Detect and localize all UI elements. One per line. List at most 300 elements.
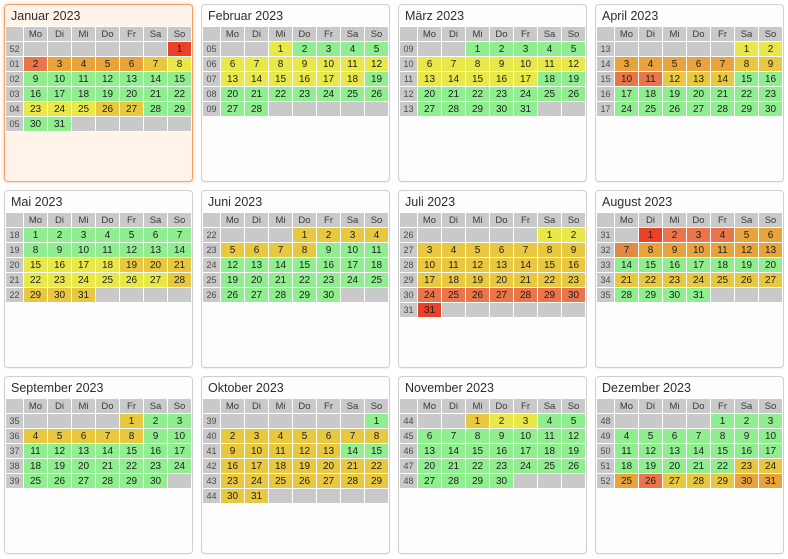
day-cell[interactable]: 1 [538,228,562,243]
day-cell[interactable]: 17 [341,258,365,273]
day-cell[interactable]: 19 [120,258,144,273]
day-cell[interactable]: 24 [341,273,365,288]
day-cell[interactable]: 11 [269,444,293,459]
day-cell[interactable]: 12 [466,258,490,273]
day-cell[interactable]: 11 [639,72,663,87]
day-cell[interactable]: 19 [639,459,663,474]
day-cell[interactable]: 13 [418,444,442,459]
day-cell[interactable]: 9 [24,72,48,87]
day-cell[interactable]: 26 [96,102,120,117]
day-cell[interactable]: 18 [72,87,96,102]
day-cell[interactable]: 26 [735,273,759,288]
day-cell[interactable]: 26 [562,87,586,102]
day-cell[interactable]: 3 [418,243,442,258]
day-cell[interactable]: 31 [48,117,72,132]
day-cell[interactable]: 9 [663,243,687,258]
day-cell[interactable]: 25 [96,273,120,288]
day-cell[interactable]: 20 [687,87,711,102]
day-cell[interactable]: 6 [663,429,687,444]
day-cell[interactable]: 8 [269,57,293,72]
day-cell[interactable]: 11 [615,444,639,459]
day-cell[interactable]: 5 [663,57,687,72]
day-cell[interactable]: 15 [120,444,144,459]
day-cell[interactable]: 7 [615,243,639,258]
day-cell[interactable]: 27 [687,102,711,117]
day-cell[interactable]: 28 [168,273,192,288]
day-cell[interactable]: 21 [442,459,466,474]
day-cell[interactable]: 4 [365,228,389,243]
day-cell[interactable]: 29 [120,474,144,489]
day-cell[interactable]: 24 [759,459,783,474]
day-cell[interactable]: 4 [538,42,562,57]
day-cell[interactable]: 20 [418,459,442,474]
day-cell[interactable]: 11 [96,243,120,258]
day-cell[interactable]: 25 [538,87,562,102]
day-cell[interactable]: 30 [490,474,514,489]
day-cell[interactable]: 10 [245,444,269,459]
day-cell[interactable]: 25 [711,273,735,288]
day-cell[interactable]: 19 [96,87,120,102]
day-cell[interactable]: 2 [144,414,168,429]
day-cell[interactable]: 7 [269,243,293,258]
day-cell[interactable]: 2 [293,42,317,57]
day-cell[interactable]: 20 [245,273,269,288]
day-cell[interactable]: 28 [687,474,711,489]
day-cell[interactable]: 7 [245,57,269,72]
day-cell[interactable]: 3 [168,414,192,429]
day-cell[interactable]: 18 [711,258,735,273]
day-cell[interactable]: 16 [735,444,759,459]
day-cell[interactable]: 1 [639,228,663,243]
day-cell[interactable]: 1 [293,228,317,243]
day-cell[interactable]: 10 [687,243,711,258]
day-cell[interactable]: 2 [221,429,245,444]
day-cell[interactable]: 15 [466,444,490,459]
day-cell[interactable]: 15 [735,72,759,87]
day-cell[interactable]: 17 [48,87,72,102]
day-cell[interactable]: 18 [442,273,466,288]
day-cell[interactable]: 8 [639,243,663,258]
day-cell[interactable]: 24 [48,102,72,117]
day-cell[interactable]: 17 [317,72,341,87]
day-cell[interactable]: 4 [24,429,48,444]
day-cell[interactable]: 18 [24,459,48,474]
day-cell[interactable]: 12 [120,243,144,258]
day-cell[interactable]: 21 [711,87,735,102]
day-cell[interactable]: 3 [759,414,783,429]
day-cell[interactable]: 24 [615,102,639,117]
day-cell[interactable]: 14 [514,258,538,273]
day-cell[interactable]: 14 [96,444,120,459]
day-cell[interactable]: 29 [24,288,48,303]
day-cell[interactable]: 19 [562,72,586,87]
day-cell[interactable]: 26 [663,102,687,117]
day-cell[interactable]: 7 [168,228,192,243]
day-cell[interactable]: 15 [711,444,735,459]
day-cell[interactable]: 8 [466,429,490,444]
day-cell[interactable]: 16 [663,258,687,273]
day-cell[interactable]: 7 [514,243,538,258]
day-cell[interactable]: 18 [341,72,365,87]
day-cell[interactable]: 4 [538,414,562,429]
day-cell[interactable]: 9 [490,57,514,72]
day-cell[interactable]: 15 [466,72,490,87]
day-cell[interactable]: 16 [48,258,72,273]
day-cell[interactable]: 6 [245,243,269,258]
day-cell[interactable]: 26 [639,474,663,489]
day-cell[interactable]: 18 [639,87,663,102]
day-cell[interactable]: 28 [442,474,466,489]
day-cell[interactable]: 9 [48,243,72,258]
day-cell[interactable]: 19 [365,72,389,87]
day-cell[interactable]: 5 [562,414,586,429]
day-cell[interactable]: 3 [514,42,538,57]
day-cell[interactable]: 6 [687,57,711,72]
day-cell[interactable]: 1 [711,414,735,429]
day-cell[interactable]: 24 [168,459,192,474]
day-cell[interactable]: 16 [24,87,48,102]
day-cell[interactable]: 30 [735,474,759,489]
day-cell[interactable]: 12 [96,72,120,87]
day-cell[interactable]: 14 [245,72,269,87]
day-cell[interactable]: 22 [269,87,293,102]
day-cell[interactable]: 6 [221,57,245,72]
day-cell[interactable]: 30 [663,288,687,303]
day-cell[interactable]: 4 [711,228,735,243]
day-cell[interactable]: 15 [168,72,192,87]
day-cell[interactable]: 15 [269,72,293,87]
day-cell[interactable]: 17 [72,258,96,273]
day-cell[interactable]: 2 [317,228,341,243]
day-cell[interactable]: 13 [72,444,96,459]
day-cell[interactable]: 2 [735,414,759,429]
day-cell[interactable]: 11 [538,57,562,72]
day-cell[interactable]: 31 [687,288,711,303]
day-cell[interactable]: 25 [639,102,663,117]
day-cell[interactable]: 13 [144,243,168,258]
day-cell[interactable]: 7 [711,57,735,72]
day-cell[interactable]: 28 [711,102,735,117]
day-cell[interactable]: 2 [663,228,687,243]
day-cell[interactable]: 23 [490,459,514,474]
day-cell[interactable]: 29 [735,102,759,117]
day-cell[interactable]: 4 [341,42,365,57]
day-cell[interactable]: 28 [96,474,120,489]
day-cell[interactable]: 21 [269,273,293,288]
day-cell[interactable]: 10 [341,243,365,258]
day-cell[interactable]: 8 [120,429,144,444]
day-cell[interactable]: 22 [365,459,389,474]
day-cell[interactable]: 15 [538,258,562,273]
day-cell[interactable]: 2 [490,42,514,57]
day-cell[interactable]: 3 [687,228,711,243]
day-cell[interactable]: 4 [615,429,639,444]
day-cell[interactable]: 9 [490,429,514,444]
day-cell[interactable]: 15 [365,444,389,459]
day-cell[interactable]: 29 [293,288,317,303]
day-cell[interactable]: 9 [735,429,759,444]
day-cell[interactable]: 31 [72,288,96,303]
day-cell[interactable]: 25 [24,474,48,489]
day-cell[interactable]: 12 [562,429,586,444]
day-cell[interactable]: 21 [341,459,365,474]
day-cell[interactable]: 5 [221,243,245,258]
day-cell[interactable]: 6 [418,57,442,72]
day-cell[interactable]: 23 [317,273,341,288]
day-cell[interactable]: 21 [615,273,639,288]
day-cell[interactable]: 7 [96,429,120,444]
day-cell[interactable]: 4 [442,243,466,258]
day-cell[interactable]: 17 [687,258,711,273]
day-cell[interactable]: 6 [317,429,341,444]
day-cell[interactable]: 23 [490,87,514,102]
day-cell[interactable]: 14 [341,444,365,459]
day-cell[interactable]: 7 [341,429,365,444]
day-cell[interactable]: 14 [269,258,293,273]
day-cell[interactable]: 25 [538,459,562,474]
day-cell[interactable]: 13 [120,72,144,87]
day-cell[interactable]: 23 [144,459,168,474]
day-cell[interactable]: 14 [687,444,711,459]
day-cell[interactable]: 22 [711,459,735,474]
day-cell[interactable]: 13 [221,72,245,87]
day-cell[interactable]: 9 [144,429,168,444]
day-cell[interactable]: 24 [514,87,538,102]
day-cell[interactable]: 30 [24,117,48,132]
day-cell[interactable]: 22 [24,273,48,288]
day-cell[interactable]: 2 [759,42,783,57]
day-cell[interactable]: 14 [711,72,735,87]
day-cell[interactable]: 11 [538,429,562,444]
day-cell[interactable]: 30 [144,474,168,489]
day-cell[interactable]: 20 [144,258,168,273]
day-cell[interactable]: 7 [144,57,168,72]
day-cell[interactable]: 24 [72,273,96,288]
day-cell[interactable]: 16 [293,72,317,87]
day-cell[interactable]: 5 [639,429,663,444]
day-cell[interactable]: 17 [418,273,442,288]
day-cell[interactable]: 19 [48,459,72,474]
day-cell[interactable]: 26 [48,474,72,489]
day-cell[interactable]: 9 [221,444,245,459]
day-cell[interactable]: 22 [293,273,317,288]
day-cell[interactable]: 18 [538,72,562,87]
day-cell[interactable]: 11 [365,243,389,258]
day-cell[interactable]: 14 [442,72,466,87]
day-cell[interactable]: 25 [341,87,365,102]
day-cell[interactable]: 24 [245,474,269,489]
day-cell[interactable]: 13 [759,243,783,258]
day-cell[interactable]: 20 [663,459,687,474]
day-cell[interactable]: 20 [759,258,783,273]
day-cell[interactable]: 6 [418,429,442,444]
day-cell[interactable]: 29 [168,102,192,117]
day-cell[interactable]: 28 [615,288,639,303]
day-cell[interactable]: 11 [72,72,96,87]
day-cell[interactable]: 16 [490,444,514,459]
day-cell[interactable]: 10 [418,258,442,273]
day-cell[interactable]: 9 [317,243,341,258]
day-cell[interactable]: 17 [615,87,639,102]
day-cell[interactable]: 23 [24,102,48,117]
day-cell[interactable]: 27 [490,288,514,303]
day-cell[interactable]: 3 [48,57,72,72]
day-cell[interactable]: 7 [442,429,466,444]
day-cell[interactable]: 5 [120,228,144,243]
day-cell[interactable]: 7 [687,429,711,444]
day-cell[interactable]: 12 [221,258,245,273]
day-cell[interactable]: 13 [317,444,341,459]
day-cell[interactable]: 25 [269,474,293,489]
day-cell[interactable]: 23 [735,459,759,474]
day-cell[interactable]: 30 [48,288,72,303]
day-cell[interactable]: 12 [293,444,317,459]
day-cell[interactable]: 22 [120,459,144,474]
day-cell[interactable]: 8 [365,429,389,444]
day-cell[interactable]: 27 [418,474,442,489]
day-cell[interactable]: 2 [24,57,48,72]
day-cell[interactable]: 22 [466,459,490,474]
day-cell[interactable]: 10 [168,429,192,444]
day-cell[interactable]: 6 [490,243,514,258]
day-cell[interactable]: 29 [365,474,389,489]
day-cell[interactable]: 17 [514,72,538,87]
day-cell[interactable]: 11 [341,57,365,72]
day-cell[interactable]: 12 [48,444,72,459]
day-cell[interactable]: 8 [24,243,48,258]
day-cell[interactable]: 20 [120,87,144,102]
day-cell[interactable]: 3 [514,414,538,429]
day-cell[interactable]: 30 [759,102,783,117]
day-cell[interactable]: 31 [759,474,783,489]
day-cell[interactable]: 18 [96,258,120,273]
day-cell[interactable]: 5 [365,42,389,57]
day-cell[interactable]: 27 [759,273,783,288]
day-cell[interactable]: 20 [317,459,341,474]
day-cell[interactable]: 17 [514,444,538,459]
day-cell[interactable]: 22 [538,273,562,288]
day-cell[interactable]: 19 [663,87,687,102]
day-cell[interactable]: 17 [168,444,192,459]
day-cell[interactable]: 28 [442,102,466,117]
day-cell[interactable]: 1 [269,42,293,57]
day-cell[interactable]: 25 [365,273,389,288]
day-cell[interactable]: 12 [365,57,389,72]
day-cell[interactable]: 5 [293,429,317,444]
day-cell[interactable]: 22 [466,87,490,102]
day-cell[interactable]: 21 [96,459,120,474]
day-cell[interactable]: 24 [514,459,538,474]
day-cell[interactable]: 21 [245,87,269,102]
day-cell[interactable]: 29 [639,288,663,303]
day-cell[interactable]: 19 [221,273,245,288]
day-cell[interactable]: 3 [72,228,96,243]
day-cell[interactable]: 28 [341,474,365,489]
day-cell[interactable]: 27 [245,288,269,303]
day-cell[interactable]: 22 [168,87,192,102]
day-cell[interactable]: 12 [735,243,759,258]
day-cell[interactable]: 23 [48,273,72,288]
day-cell[interactable]: 3 [615,57,639,72]
day-cell[interactable]: 23 [562,273,586,288]
day-cell[interactable]: 27 [120,102,144,117]
day-cell[interactable]: 21 [514,273,538,288]
day-cell[interactable]: 18 [538,444,562,459]
day-cell[interactable]: 22 [639,273,663,288]
day-cell[interactable]: 10 [48,72,72,87]
day-cell[interactable]: 8 [466,57,490,72]
day-cell[interactable]: 31 [418,303,442,318]
day-cell[interactable]: 1 [24,228,48,243]
day-cell[interactable]: 1 [735,42,759,57]
day-cell[interactable]: 29 [711,474,735,489]
day-cell[interactable]: 30 [317,288,341,303]
day-cell[interactable]: 14 [615,258,639,273]
day-cell[interactable]: 14 [442,444,466,459]
day-cell[interactable]: 12 [639,444,663,459]
day-cell[interactable]: 5 [48,429,72,444]
day-cell[interactable]: 9 [562,243,586,258]
day-cell[interactable]: 10 [72,243,96,258]
day-cell[interactable]: 12 [562,57,586,72]
day-cell[interactable]: 23 [759,87,783,102]
day-cell[interactable]: 27 [418,102,442,117]
day-cell[interactable]: 4 [639,57,663,72]
day-cell[interactable]: 26 [466,288,490,303]
day-cell[interactable]: 15 [24,258,48,273]
day-cell[interactable]: 10 [317,57,341,72]
day-cell[interactable]: 19 [735,258,759,273]
day-cell[interactable]: 2 [490,414,514,429]
day-cell[interactable]: 26 [562,459,586,474]
day-cell[interactable]: 10 [615,72,639,87]
day-cell[interactable]: 15 [639,258,663,273]
day-cell[interactable]: 8 [735,57,759,72]
day-cell[interactable]: 27 [317,474,341,489]
day-cell[interactable]: 14 [168,243,192,258]
day-cell[interactable]: 4 [72,57,96,72]
day-cell[interactable]: 26 [120,273,144,288]
day-cell[interactable]: 6 [72,429,96,444]
day-cell[interactable]: 28 [144,102,168,117]
day-cell[interactable]: 10 [759,429,783,444]
day-cell[interactable]: 18 [269,459,293,474]
day-cell[interactable]: 16 [221,459,245,474]
day-cell[interactable]: 20 [221,87,245,102]
day-cell[interactable]: 7 [442,57,466,72]
day-cell[interactable]: 8 [538,243,562,258]
day-cell[interactable]: 9 [293,57,317,72]
day-cell[interactable]: 25 [72,102,96,117]
day-cell[interactable]: 16 [562,258,586,273]
day-cell[interactable]: 25 [442,288,466,303]
day-cell[interactable]: 20 [418,87,442,102]
day-cell[interactable]: 17 [245,459,269,474]
day-cell[interactable]: 27 [72,474,96,489]
day-cell[interactable]: 1 [365,414,389,429]
day-cell[interactable]: 2 [562,228,586,243]
day-cell[interactable]: 16 [490,72,514,87]
day-cell[interactable]: 10 [514,57,538,72]
day-cell[interactable]: 19 [293,459,317,474]
day-cell[interactable]: 11 [24,444,48,459]
day-cell[interactable]: 27 [663,474,687,489]
day-cell[interactable]: 23 [663,273,687,288]
day-cell[interactable]: 28 [245,102,269,117]
day-cell[interactable]: 16 [144,444,168,459]
day-cell[interactable]: 8 [168,57,192,72]
day-cell[interactable]: 13 [663,444,687,459]
